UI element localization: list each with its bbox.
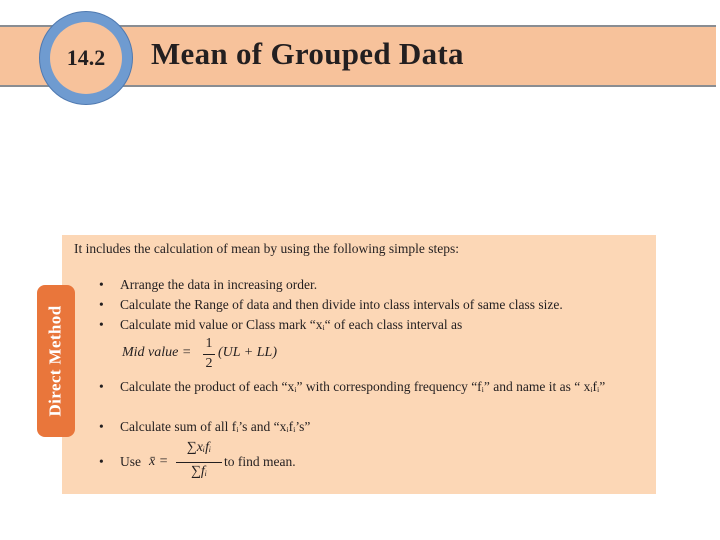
- mean-denominator: ∑fᵢ: [190, 464, 208, 479]
- mid-value-rhs: (UL + LL): [218, 345, 277, 360]
- side-tab: [37, 285, 75, 437]
- page-title: Mean of Grouped Data: [151, 36, 464, 71]
- step-3: Calculate mid value or Class mark “xᵢ“ of each class interval as: [120, 317, 463, 332]
- bullet-2: •: [99, 297, 104, 312]
- bullet-1: •: [99, 277, 104, 292]
- step-2: Calculate the Range of data and then divide into class intervals of same class size.: [120, 297, 563, 312]
- intro-text: It includes the calculation of mean by using the following simple steps:: [74, 241, 460, 256]
- bullet-3: •: [99, 317, 104, 332]
- side-tab-label: Direct Method: [46, 305, 66, 417]
- section-number: 14.2: [50, 22, 122, 94]
- mid-value-denominator: 2: [205, 356, 213, 371]
- mean-fraction-bar: [176, 462, 222, 463]
- mid-value-numerator: 1: [205, 336, 213, 351]
- mean-suffix: to find mean.: [224, 454, 296, 469]
- step-6: Use: [120, 454, 141, 469]
- step-5: Calculate sum of all fᵢ’s and “xᵢfᵢ’s”: [120, 419, 311, 434]
- bullet-5: •: [99, 419, 104, 434]
- mean-lhs: x̄ =: [149, 454, 169, 469]
- step-4: Calculate the product of each “xᵢ” with corresponding frequency “fᵢ” and name it as “ xᵢfᵢ”: [120, 379, 606, 394]
- bullet-4: •: [99, 379, 104, 394]
- bullet-6: •: [99, 454, 104, 469]
- section-number-badge: [40, 12, 132, 104]
- mid-value-lhs: Mid value =: [122, 345, 192, 360]
- mean-numerator: ∑xᵢfᵢ: [186, 440, 212, 455]
- step-1: Arrange the data in increasing order.: [120, 277, 318, 292]
- mid-value-fraction-bar: [203, 354, 215, 355]
